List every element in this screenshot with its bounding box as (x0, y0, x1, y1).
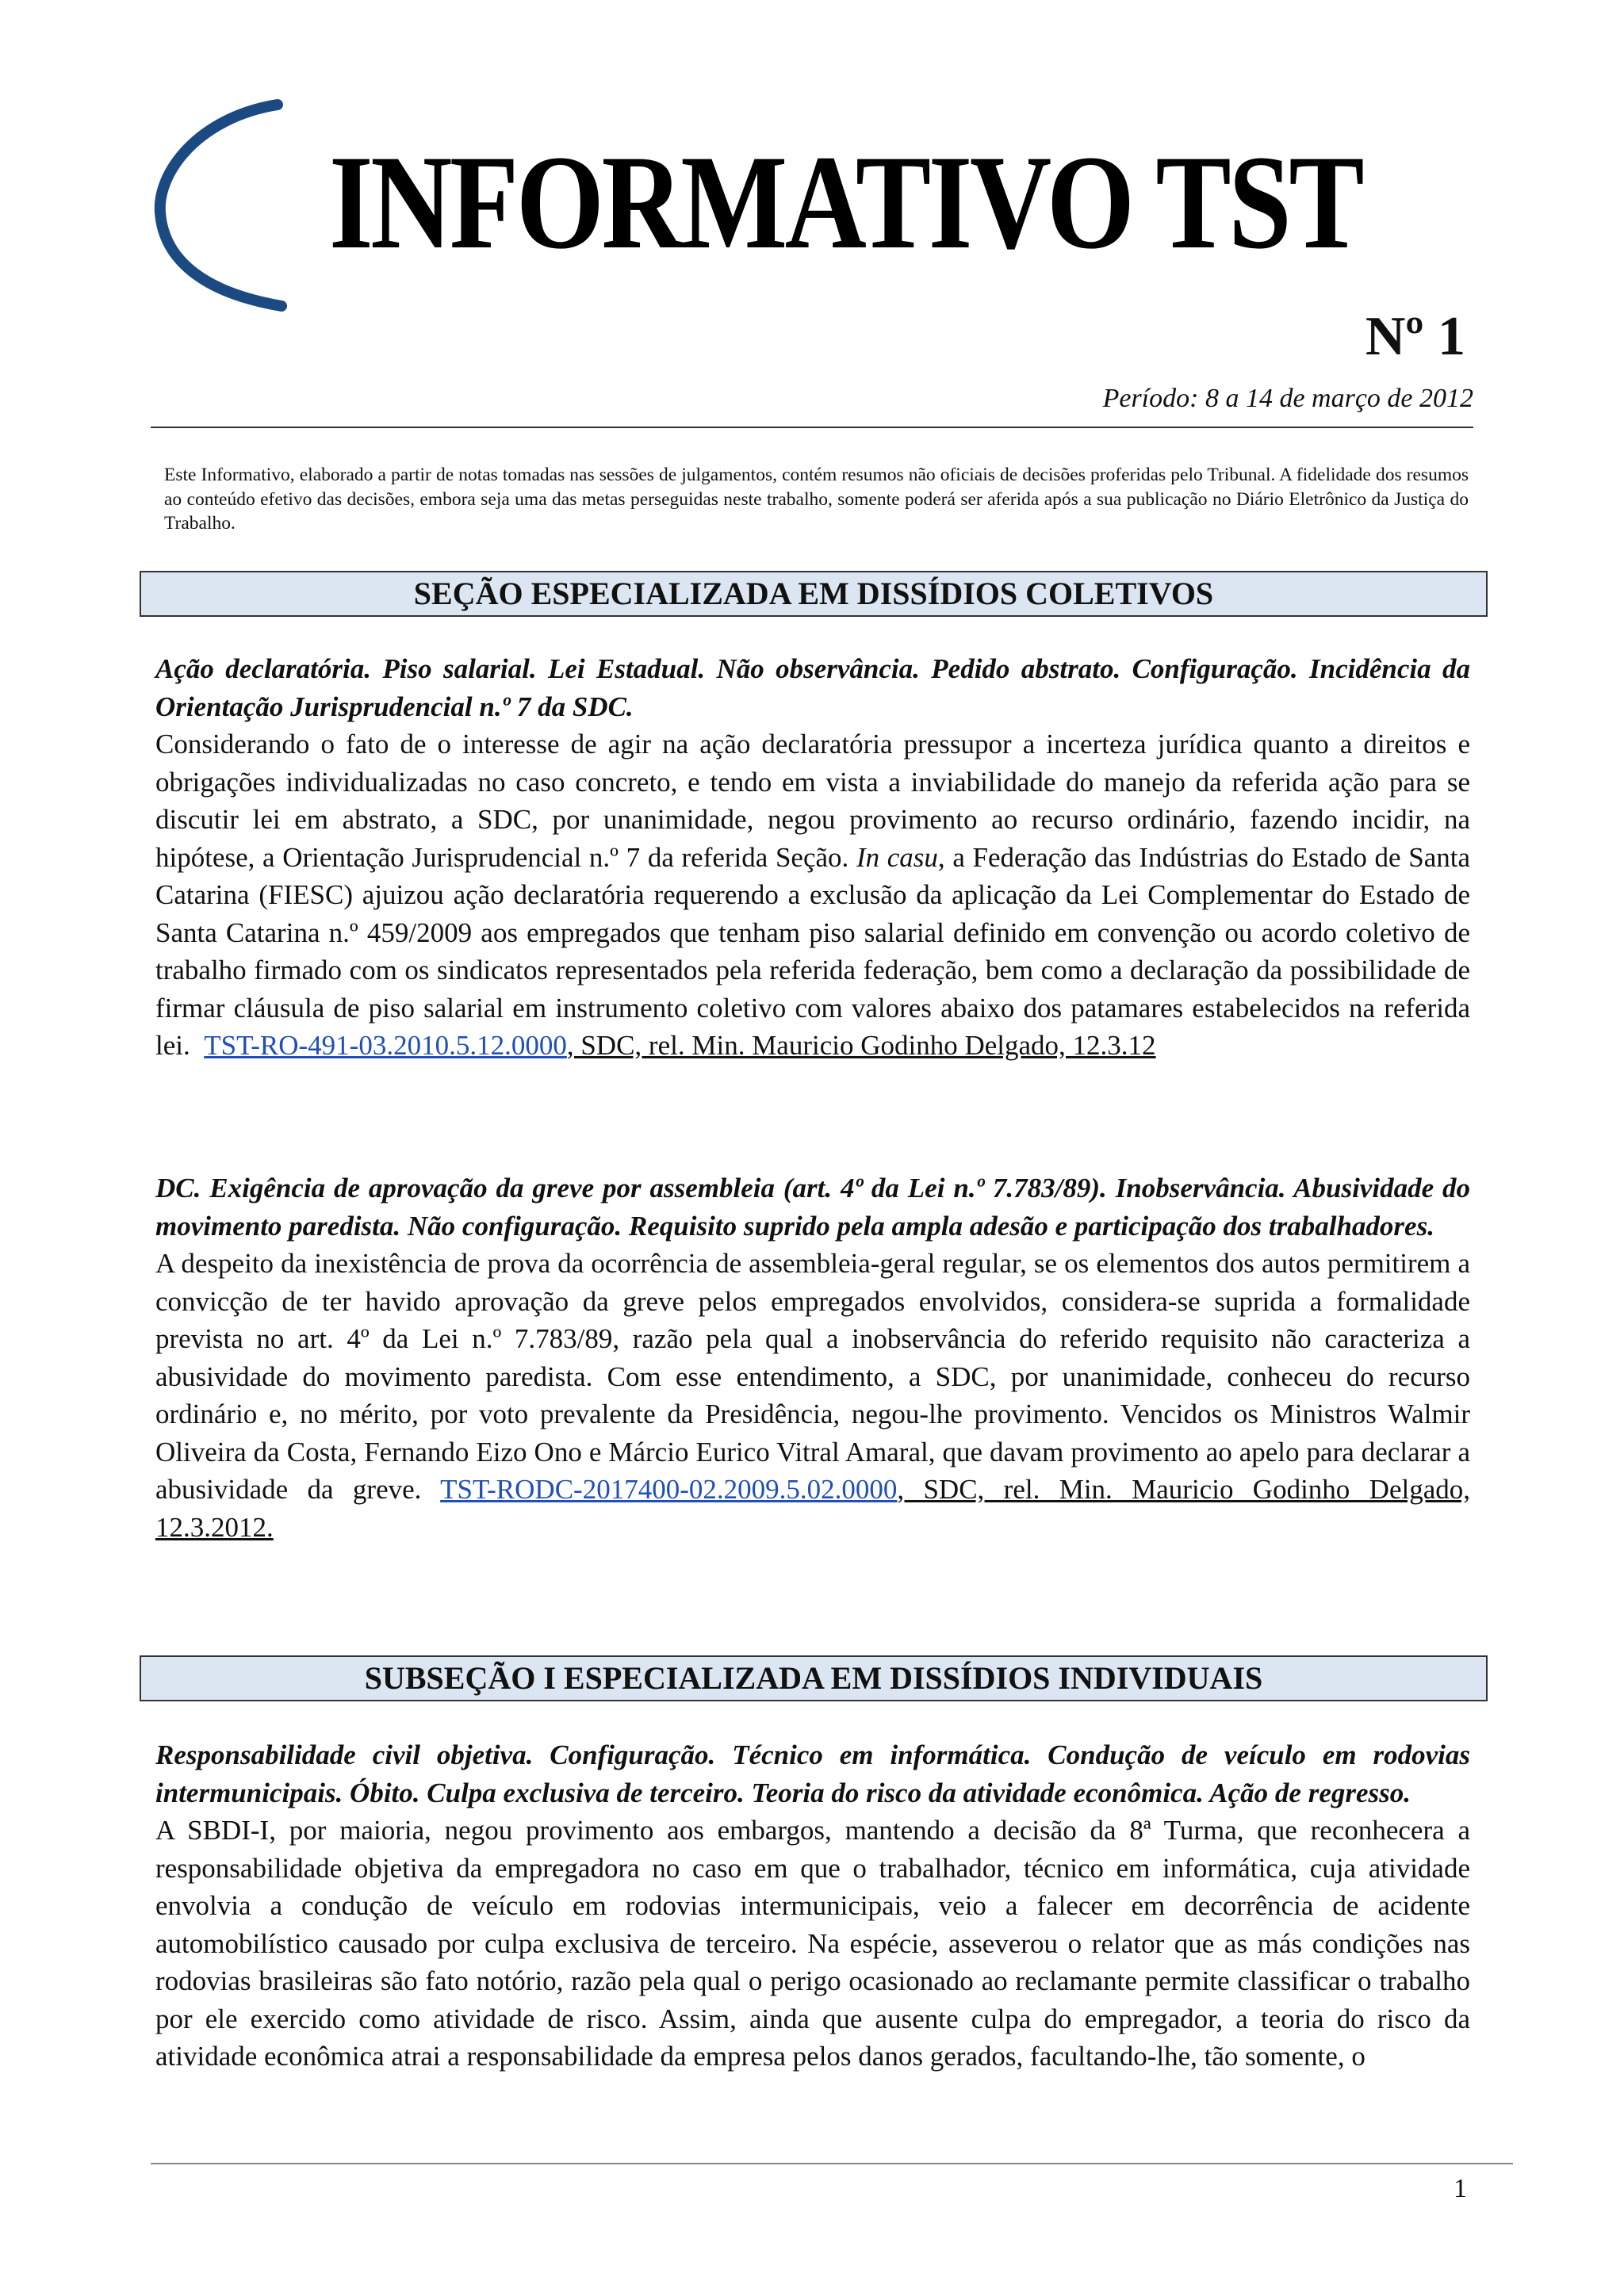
article-heading: DC. Exigência de aprovação da greve por assembleia (art. 4º da Lei n.º 7.783/89). Inobservância. Abusividade do movimento paredista. Não configuração. Requisito suprido pela ampla adesão e participação dos trabalhadores. (155, 1173, 1470, 1242)
article-body-continued: , a Federação das Indústrias do Estado de Santa Catarina (FIESC) ajuizou ação declaratória requerendo a exclusão da aplicação da Lei Complementar do Estado de Santa Catarina n.º 459/2009 aos empregados que tenham piso salarial definido em convenção ou acordo coletivo de trabalho firmado com os sindicatos representados pela referida federação, bem como a declaração da possibilidade de firmar cláusula de piso salarial em instrumento coletivo com valores abaixo dos patamares estabelecidos na referida lei. (155, 841, 1470, 1061)
header-divider (151, 427, 1473, 428)
section-header-sbdi-i: SUBSEÇÃO I ESPECIALIZADA EM DISSÍDIOS INDIVIDUAIS (140, 1655, 1488, 1701)
article-acao-declaratoria (155, 650, 1470, 1065)
footer-divider (151, 2163, 1513, 2164)
article-body: A SBDI-I, por maioria, negou provimento aos embargos, mantendo a decisão da 8ª Turma, que reconhecera a responsabilidade objetiva da empregadora no caso em que o trabalhador, técnico em informática, cuja atividade envolvia a condução de veículo em rodovias intermunicipais, veio a falecer em decorrência de acidente automobilístico causado por culpa exclusiva de terceiro. Na espécie, asseverou o relator que as más condições nas rodovias brasileiras são fato notório, razão pela qual o perigo ocasionado ao reclamante permite classificar o trabalho por ele exercido como atividade de risco. Assim, ainda que ausente culpa do empregador, a teoria do risco da atividade econômica atrai a responsabilidade da empresa pelos danos gerados, facultando-lhe, tão somente, o (155, 1815, 1470, 2072)
period-text: Período: 8 a 14 de março de 2012 (1102, 384, 1473, 413)
article-heading: Responsabilidade civil objetiva. Configuração. Técnico em informática. Condução de veículo em rodovias intermunicipais. Óbito. Culpa exclusiva de terceiro. Teoria do risco da atividade econômica. Ação de regresso. (155, 1739, 1470, 1808)
case-link-tst-ro[interactable]: TST-RO-491-03.2010.5.12.0000 (204, 1030, 567, 1061)
article-body: Considerando o fato de o interesse de agir na ação declaratória pressupor a incerteza jurídica quanto a direitos e obrigações individualizadas no caso concreto, e tendo em vista a inviabilidade do manejo da referida ação para se discutir lei em abstrato, a SDC, por unanimidade, negou provimento ao recurso ordinário, fazendo incidir, na hipótese, a Orientação Jurisprudencial n.º 7 da referida Seção. (155, 729, 1470, 873)
article-body: A despeito da inexistência de prova da ocorrência de assembleia-geral regular, se os elementos dos autos permitirem a convicção de ter havido aprovação da greve pelos empregados envolvidos, considera-se suprida a formalidade prevista no art. 4º da Lei n.º 7.783/89, razão pela qual a inobservância do referido requisito não caracteriza a abusividade do movimento paredista. Com esse entendimento, a SDC, por unanimidade, conheceu do recurso ordinário e, no mérito, por voto prevalente da Presidência, negou-lhe provimento. Vencidos os Ministros Walmir Oliveira da Costa, Fernando Eizo Ono e Márcio Eurico Vitral Amaral, que davam provimento ao apelo para declarar a abusividade da greve. (155, 1248, 1470, 1505)
case-citation: , SDC, rel. Min. Mauricio Godinho Delgado, 12.3.12 (566, 1030, 1156, 1061)
case-citation: , SDC, rel. Min. Mauricio Godinho Delgado, 12.3.2012. (155, 1474, 1470, 1543)
issue-number: Nº 1 (1365, 306, 1465, 367)
latin-term: In casu (856, 841, 938, 873)
article-heading: Ação declaratória. Piso salarial. Lei Estadual. Não observância. Pedido abstrato. Configuração. Incidência da Orientação Jurisprudencial n.º 7 da SDC. (155, 653, 1470, 722)
disclaimer-text: Este Informativo, elaborado a partir de notas tomadas nas sessões de julgamentos, contém resumos não oficiais de decisões proferidas pelo Tribunal. A fidelidade dos resumos ao conteúdo efetivo das decisões, embora seja uma das metas perseguidas neste trabalho, somente poderá ser aferida após a sua publicação no Diário Eletrônico da Justiça do Trabalho. (164, 465, 1469, 534)
section-header-sdc: SEÇÃO ESPECIALIZADA EM DISSÍDIOS COLETIVOS (140, 571, 1488, 617)
case-link-tst-rodc[interactable]: TST-RODC-2017400-02.2009.5.02.0000 (440, 1474, 898, 1505)
article-dc-greve (155, 1169, 1470, 1546)
masthead-title: INFORMATIVO TST (329, 128, 1362, 277)
tst-logo-arc-icon (151, 94, 293, 316)
page-number: 1 (1454, 2174, 1467, 2203)
article-responsabilidade-civil (155, 1736, 1470, 2076)
